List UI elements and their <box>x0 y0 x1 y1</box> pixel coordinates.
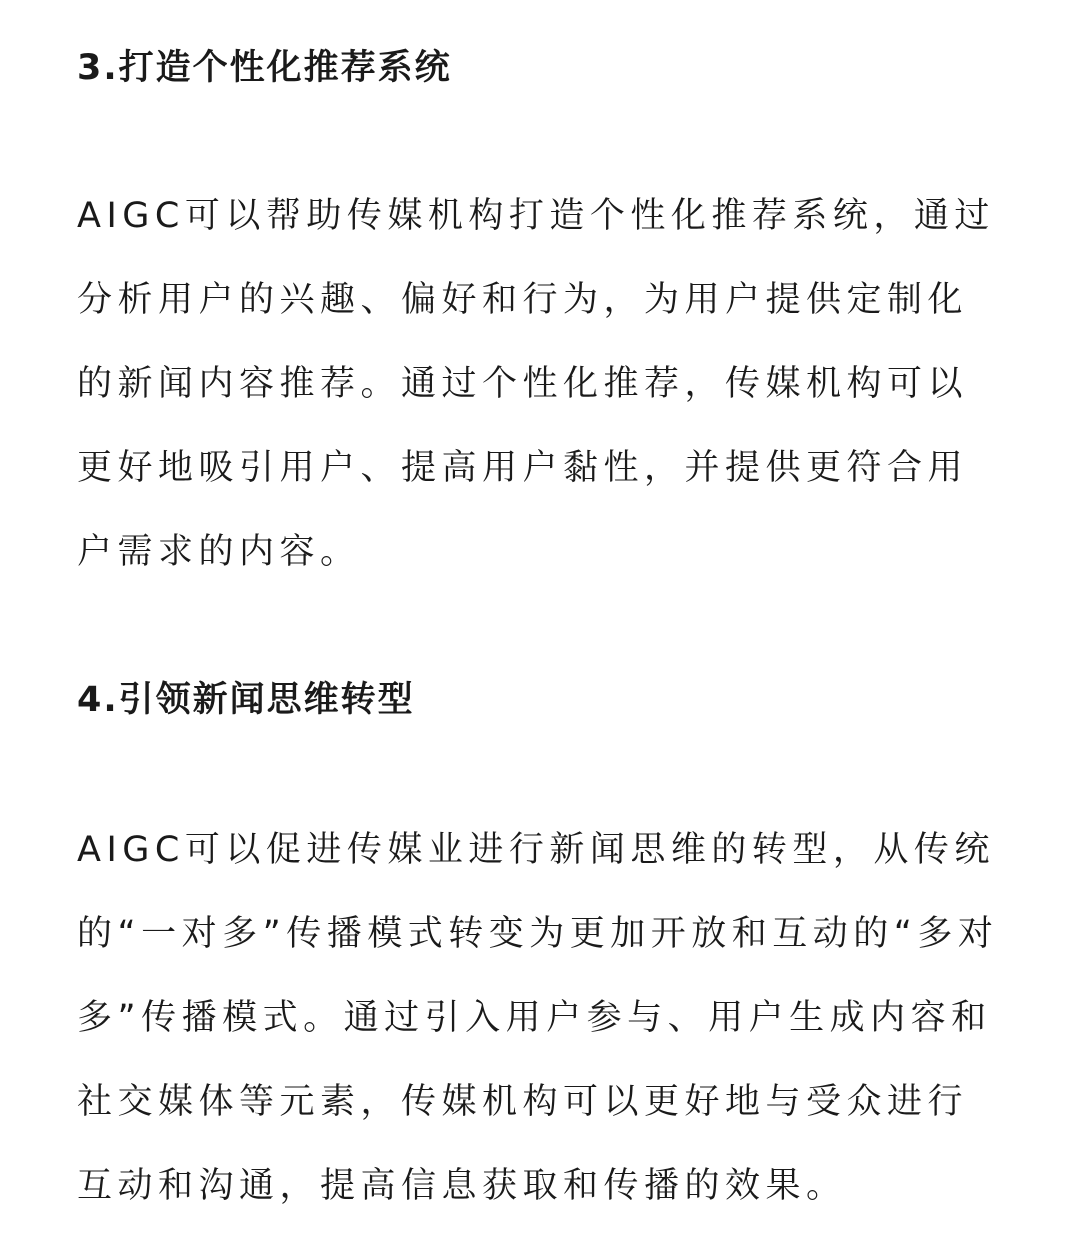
paragraph <box>77 808 1007 1228</box>
section-heading: 4.引领新闻思维转型 <box>77 680 415 720</box>
paragraph-line: 互动和沟通，提高信息获取和传播的效果。 <box>77 1166 847 1206</box>
paragraph-line: AIGC可以促进传媒业进行新闻思维的转型，从传统 <box>77 830 995 870</box>
paragraph-line: AIGC可以帮助传媒机构打造个性化推荐系统，通过 <box>77 196 995 236</box>
paragraph-line: 的“一对多”传播模式转变为更加开放和互动的“多对 <box>77 914 999 954</box>
paragraph-line: 的新闻内容推荐。通过个性化推荐，传媒机构可以 <box>77 364 969 404</box>
section-heading: 3.打造个性化推荐系统 <box>77 48 452 88</box>
paragraph-line: 分析用户的兴趣、偏好和行为，为用户提供定制化 <box>77 280 969 320</box>
paragraph-line: 更好地吸引用户、提高用户黏性，并提供更符合用 <box>77 448 969 488</box>
paragraph-line: 社交媒体等元素，传媒机构可以更好地与受众进行 <box>77 1082 969 1122</box>
paragraph-line: 户需求的内容。 <box>77 532 361 572</box>
paragraph-line: 多”传播模式。通过引入用户参与、用户生成内容和 <box>77 998 992 1038</box>
paragraph <box>77 174 1007 594</box>
